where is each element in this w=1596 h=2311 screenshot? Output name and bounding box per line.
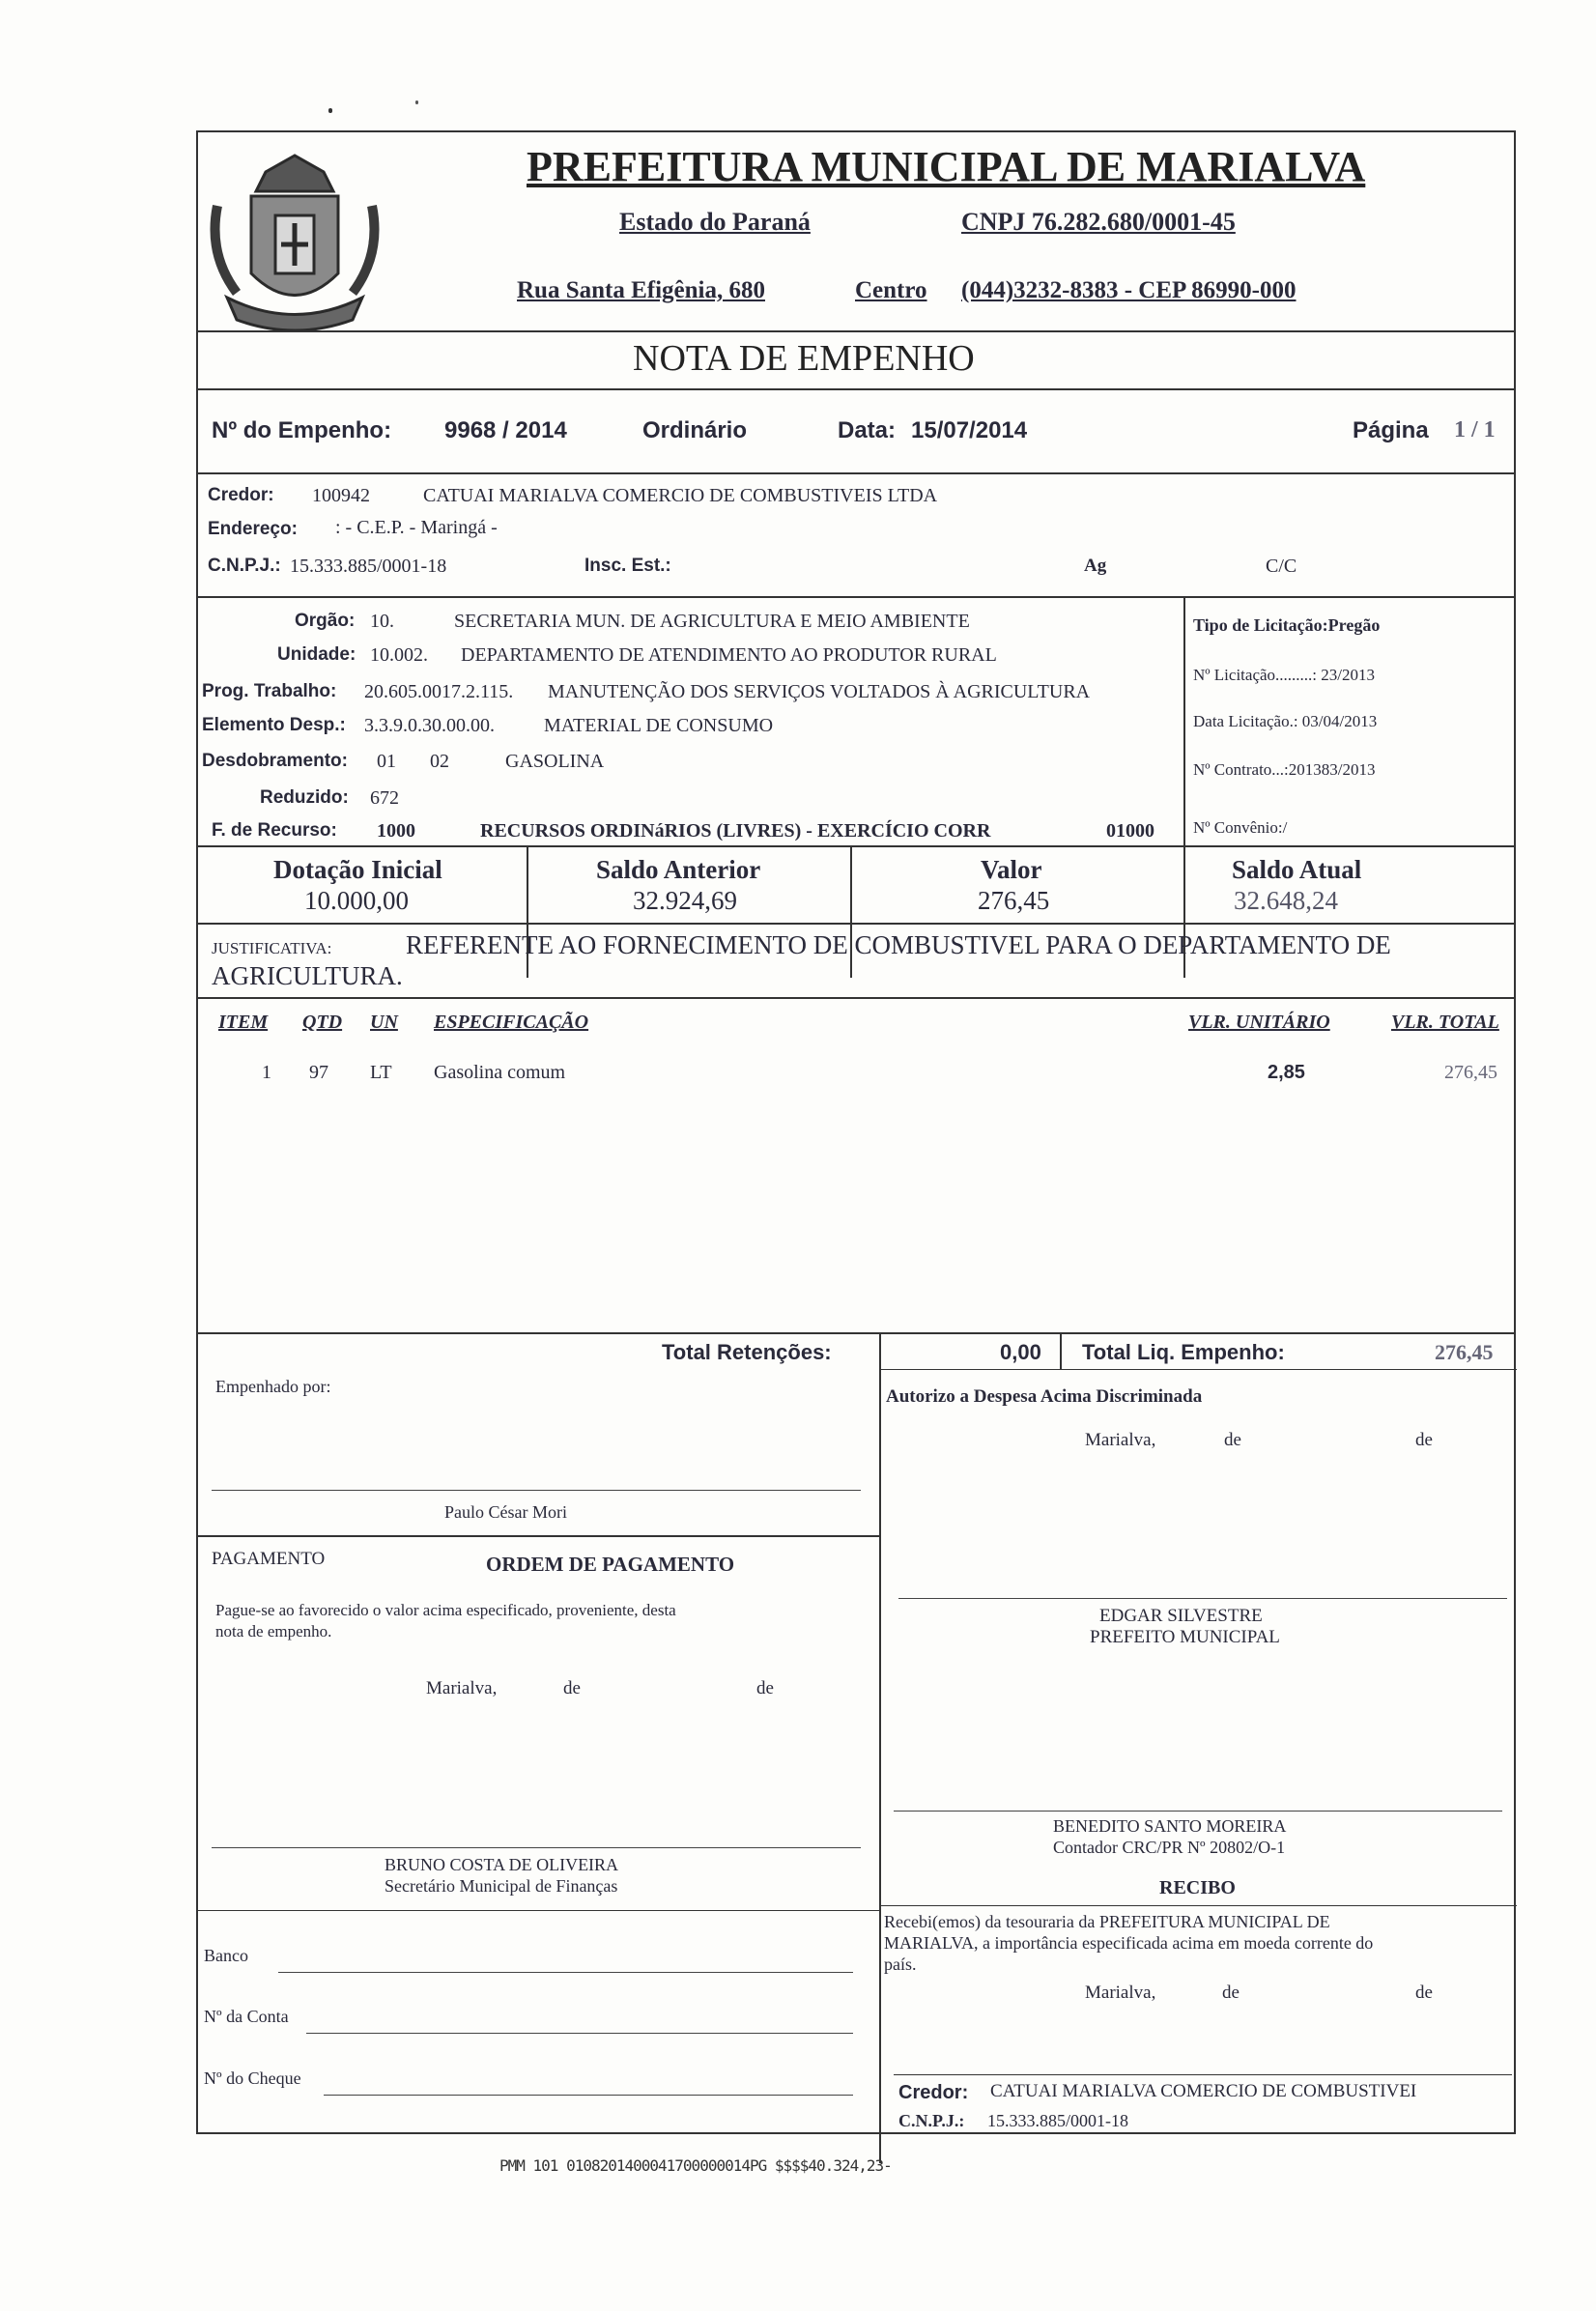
retencoes-label: Total Retenções:	[662, 1340, 832, 1364]
banco-label: Banco	[204, 1946, 248, 1965]
empenho-type: Ordinário	[642, 417, 748, 443]
cheque-label: Nº do Cheque	[204, 2068, 301, 2088]
saldo-atual-value: 32.648,24	[1234, 886, 1338, 915]
credor-code: 100942	[312, 485, 370, 506]
recibo-credor: CATUAI MARIALVA COMERCIO DE COMBUSTIVEI	[990, 2081, 1417, 2101]
agency-label: Ag	[1084, 556, 1107, 576]
recibo-cnpj: 15.333.885/0001-18	[987, 2111, 1128, 2130]
municipality-cnpj: CNPJ 76.282.680/0001-45	[961, 208, 1236, 236]
recibo-de-2: de	[1415, 1983, 1433, 2003]
pagamento-place: Marialva,	[426, 1678, 498, 1698]
recibo-title: RECIBO	[1159, 1877, 1236, 1898]
elemento-code: 3.3.9.0.30.00.00.	[364, 715, 495, 736]
empenho-form	[196, 130, 1516, 2134]
orgao-code: 10.	[370, 611, 394, 632]
recurso-desc: RECURSOS ORDINáRIOS (LIVRES) - EXERCÍCIO CORR	[480, 820, 991, 842]
pagamento-de-1: de	[563, 1678, 581, 1698]
ordem-pagamento-text-line2: nota de empenho.	[215, 1622, 332, 1641]
saldo-anterior-value: 32.924,69	[633, 886, 737, 915]
accountant-signature-line	[894, 1811, 1502, 1812]
valor-value: 276,45	[978, 886, 1050, 915]
prog-trabalho-desc: MANUTENÇÃO DOS SERVIÇOS VOLTADOS À AGRICULTURA	[548, 681, 1091, 702]
autorizo-de-2: de	[1415, 1430, 1433, 1450]
mayor-role: PREFEITO MUNICIPAL	[1090, 1627, 1280, 1647]
ordem-pagamento-title: ORDEM DE PAGAMENTO	[486, 1553, 735, 1576]
empenhado-signature-line	[212, 1490, 861, 1491]
recibo-text: Recebi(emos) da tesouraria da PREFEITURA MUNICIPAL DE	[884, 1912, 1330, 1931]
elemento-label: Elemento Desp.:	[202, 715, 346, 735]
recurso-number: 01000	[1106, 820, 1154, 842]
recibo-text-line2: MARIALVA, a importância especificada acima em moeda corrente do	[884, 1933, 1374, 1953]
empenhado-name: Paulo César Mori	[444, 1502, 567, 1522]
row-item: 1	[262, 1062, 271, 1083]
account-label: C/C	[1266, 556, 1297, 577]
orgao-desc: SECRETARIA MUN. DE AGRICULTURA E MEIO AMBIENTE	[454, 611, 970, 632]
saldo-atual-label: Saldo Atual	[1232, 855, 1362, 884]
insc-est-label: Insc. Est.:	[584, 556, 671, 576]
col-unit-price-header: VLR. UNITÁRIO	[1188, 1012, 1330, 1033]
district: Centro	[855, 277, 927, 303]
elemento-desc: MATERIAL DE CONSUMO	[544, 715, 774, 736]
pagamento-de-2: de	[756, 1678, 774, 1698]
reduzido-value: 672	[370, 787, 399, 809]
creditor-cnpj-label: C.N.P.J.:	[208, 556, 281, 576]
col-un-header: UN	[370, 1012, 398, 1033]
col-spec-header: ESPECIFICAÇÃO	[434, 1012, 589, 1033]
dotacao-label: Dotação Inicial	[273, 855, 442, 884]
ordem-pagamento-text: Pague-se ao favorecido o valor acima especificado, proveniente, desta	[215, 1601, 676, 1619]
unidade-code: 10.002.	[370, 644, 428, 666]
accountant-name: BENEDITO SANTO MOREIRA	[1053, 1816, 1287, 1836]
liquido-value: 276,45	[1435, 1340, 1494, 1364]
empenho-date: 15/07/2014	[911, 417, 1028, 443]
dotacao-value: 10.000,00	[304, 886, 409, 915]
recibo-text-line3: país.	[884, 1954, 917, 1974]
conta-label: Nº da Conta	[204, 2007, 289, 2026]
col-total-header: VLR. TOTAL	[1391, 1012, 1499, 1033]
contrato: Nº Contrato...:201383/2013	[1193, 760, 1376, 779]
conta-field-line[interactable]	[306, 2033, 853, 2034]
empenho-number: 9968 / 2014	[444, 417, 567, 443]
document-title: NOTA DE EMPENHO	[633, 338, 975, 379]
empenhado-label: Empenhado por:	[215, 1377, 331, 1396]
valor-label: Valor	[981, 855, 1042, 884]
recibo-credor-label: Credor:	[898, 2082, 969, 2103]
mayor-signature-line	[898, 1598, 1507, 1599]
convenio: Nº Convênio:/	[1193, 818, 1288, 837]
autorizo-place: Marialva,	[1085, 1430, 1156, 1450]
endereco-value: : - C.E.P. - Maringá -	[335, 517, 498, 538]
recibo-cnpj-label: C.N.P.J.:	[898, 2111, 965, 2130]
credor-name: CATUAI MARIALVA COMERCIO DE COMBUSTIVEIS LTDA	[423, 485, 938, 506]
cheque-field-line[interactable]	[324, 2095, 853, 2096]
unidade-desc: DEPARTAMENTO DE ATENDIMENTO AO PRODUTOR RURAL	[461, 644, 997, 666]
municipality-title: PREFEITURA MUNICIPAL DE MARIALVA	[527, 143, 1366, 190]
row-un: LT	[370, 1062, 392, 1083]
secretary-role: Secretário Municipal de Finanças	[385, 1876, 618, 1896]
unidade-label: Unidade:	[277, 644, 356, 665]
recurso-code: 1000	[377, 820, 415, 842]
street-address: Rua Santa Efigênia, 680	[517, 277, 765, 303]
reduzido-label: Reduzido:	[260, 787, 349, 808]
desdobramento-desc: GASOLINA	[505, 751, 605, 772]
creditor-cnpj: 15.333.885/0001-18	[290, 556, 447, 577]
pagamento-label: PAGAMENTO	[212, 1549, 326, 1569]
orgao-label: Orgão:	[295, 611, 356, 631]
desdobramento-label: Desdobramento:	[202, 751, 348, 771]
state-name: Estado do Paraná	[619, 208, 811, 236]
phone-cep: (044)3232-8383 - CEP 86990-000	[961, 277, 1297, 303]
page-label: Página	[1353, 417, 1429, 443]
scan-speck	[415, 100, 418, 104]
empenho-date-label: Data:	[838, 417, 897, 443]
autorizo-text: Autorizo a Despesa Acima Discriminada	[886, 1386, 1203, 1407]
row-total: 276,45	[1444, 1062, 1497, 1083]
empenho-number-label: Nº do Empenho:	[212, 417, 392, 443]
accountant-role: Contador CRC/PR Nº 20802/O-1	[1053, 1838, 1286, 1857]
prog-trabalho-label: Prog. Trabalho:	[202, 681, 337, 701]
footer-code: PMM 101 0108201400041700000014PG $$$$40.324,23-	[499, 2156, 892, 2175]
recibo-de-1: de	[1222, 1983, 1240, 2003]
endereco-label: Endereço:	[208, 519, 298, 539]
secretary-signature-line	[212, 1847, 861, 1848]
recibo-place: Marialva,	[1085, 1983, 1156, 2003]
row-unit-price: 2,85	[1268, 1062, 1305, 1083]
justificativa-text-line2: AGRICULTURA.	[212, 961, 403, 990]
tipo-licitacao: Tipo de Licitação:Pregão	[1193, 615, 1381, 635]
desdobramento-code: 01 02	[377, 751, 449, 772]
credor-label: Credor:	[208, 485, 274, 505]
banco-field-line[interactable]	[278, 1972, 853, 1973]
col-qtd-header: QTD	[302, 1012, 343, 1033]
col-item-header: ITEM	[218, 1012, 269, 1033]
coat-of-arms-logo	[198, 148, 391, 336]
justificativa-label: JUSTIFICATIVA:	[212, 939, 332, 957]
secretary-name: BRUNO COSTA DE OLIVEIRA	[385, 1855, 619, 1874]
row-qtd: 97	[309, 1062, 328, 1083]
liquido-label: Total Liq. Empenho:	[1082, 1340, 1285, 1364]
data-licitacao: Data Licitação.: 03/04/2013	[1193, 712, 1378, 730]
recurso-label: F. de Recurso:	[212, 820, 337, 841]
numero-licitacao: Nº Licitação.........: 23/2013	[1193, 666, 1375, 684]
autorizo-de-1: de	[1224, 1430, 1241, 1450]
mayor-name: EDGAR SILVESTRE	[1099, 1606, 1263, 1626]
prog-trabalho-code: 20.605.0017.2.115.	[364, 681, 514, 702]
scan-speck	[328, 108, 332, 113]
retencoes-value: 0,00	[1000, 1340, 1041, 1364]
page-number: 1 / 1	[1454, 417, 1496, 442]
justificativa-text: REFERENTE AO FORNECIMENTO DE COMBUSTIVEL PARA O DEPARTAMENTO DE	[406, 930, 1391, 959]
row-spec: Gasolina comum	[434, 1062, 566, 1083]
saldo-anterior-label: Saldo Anterior	[596, 855, 761, 884]
